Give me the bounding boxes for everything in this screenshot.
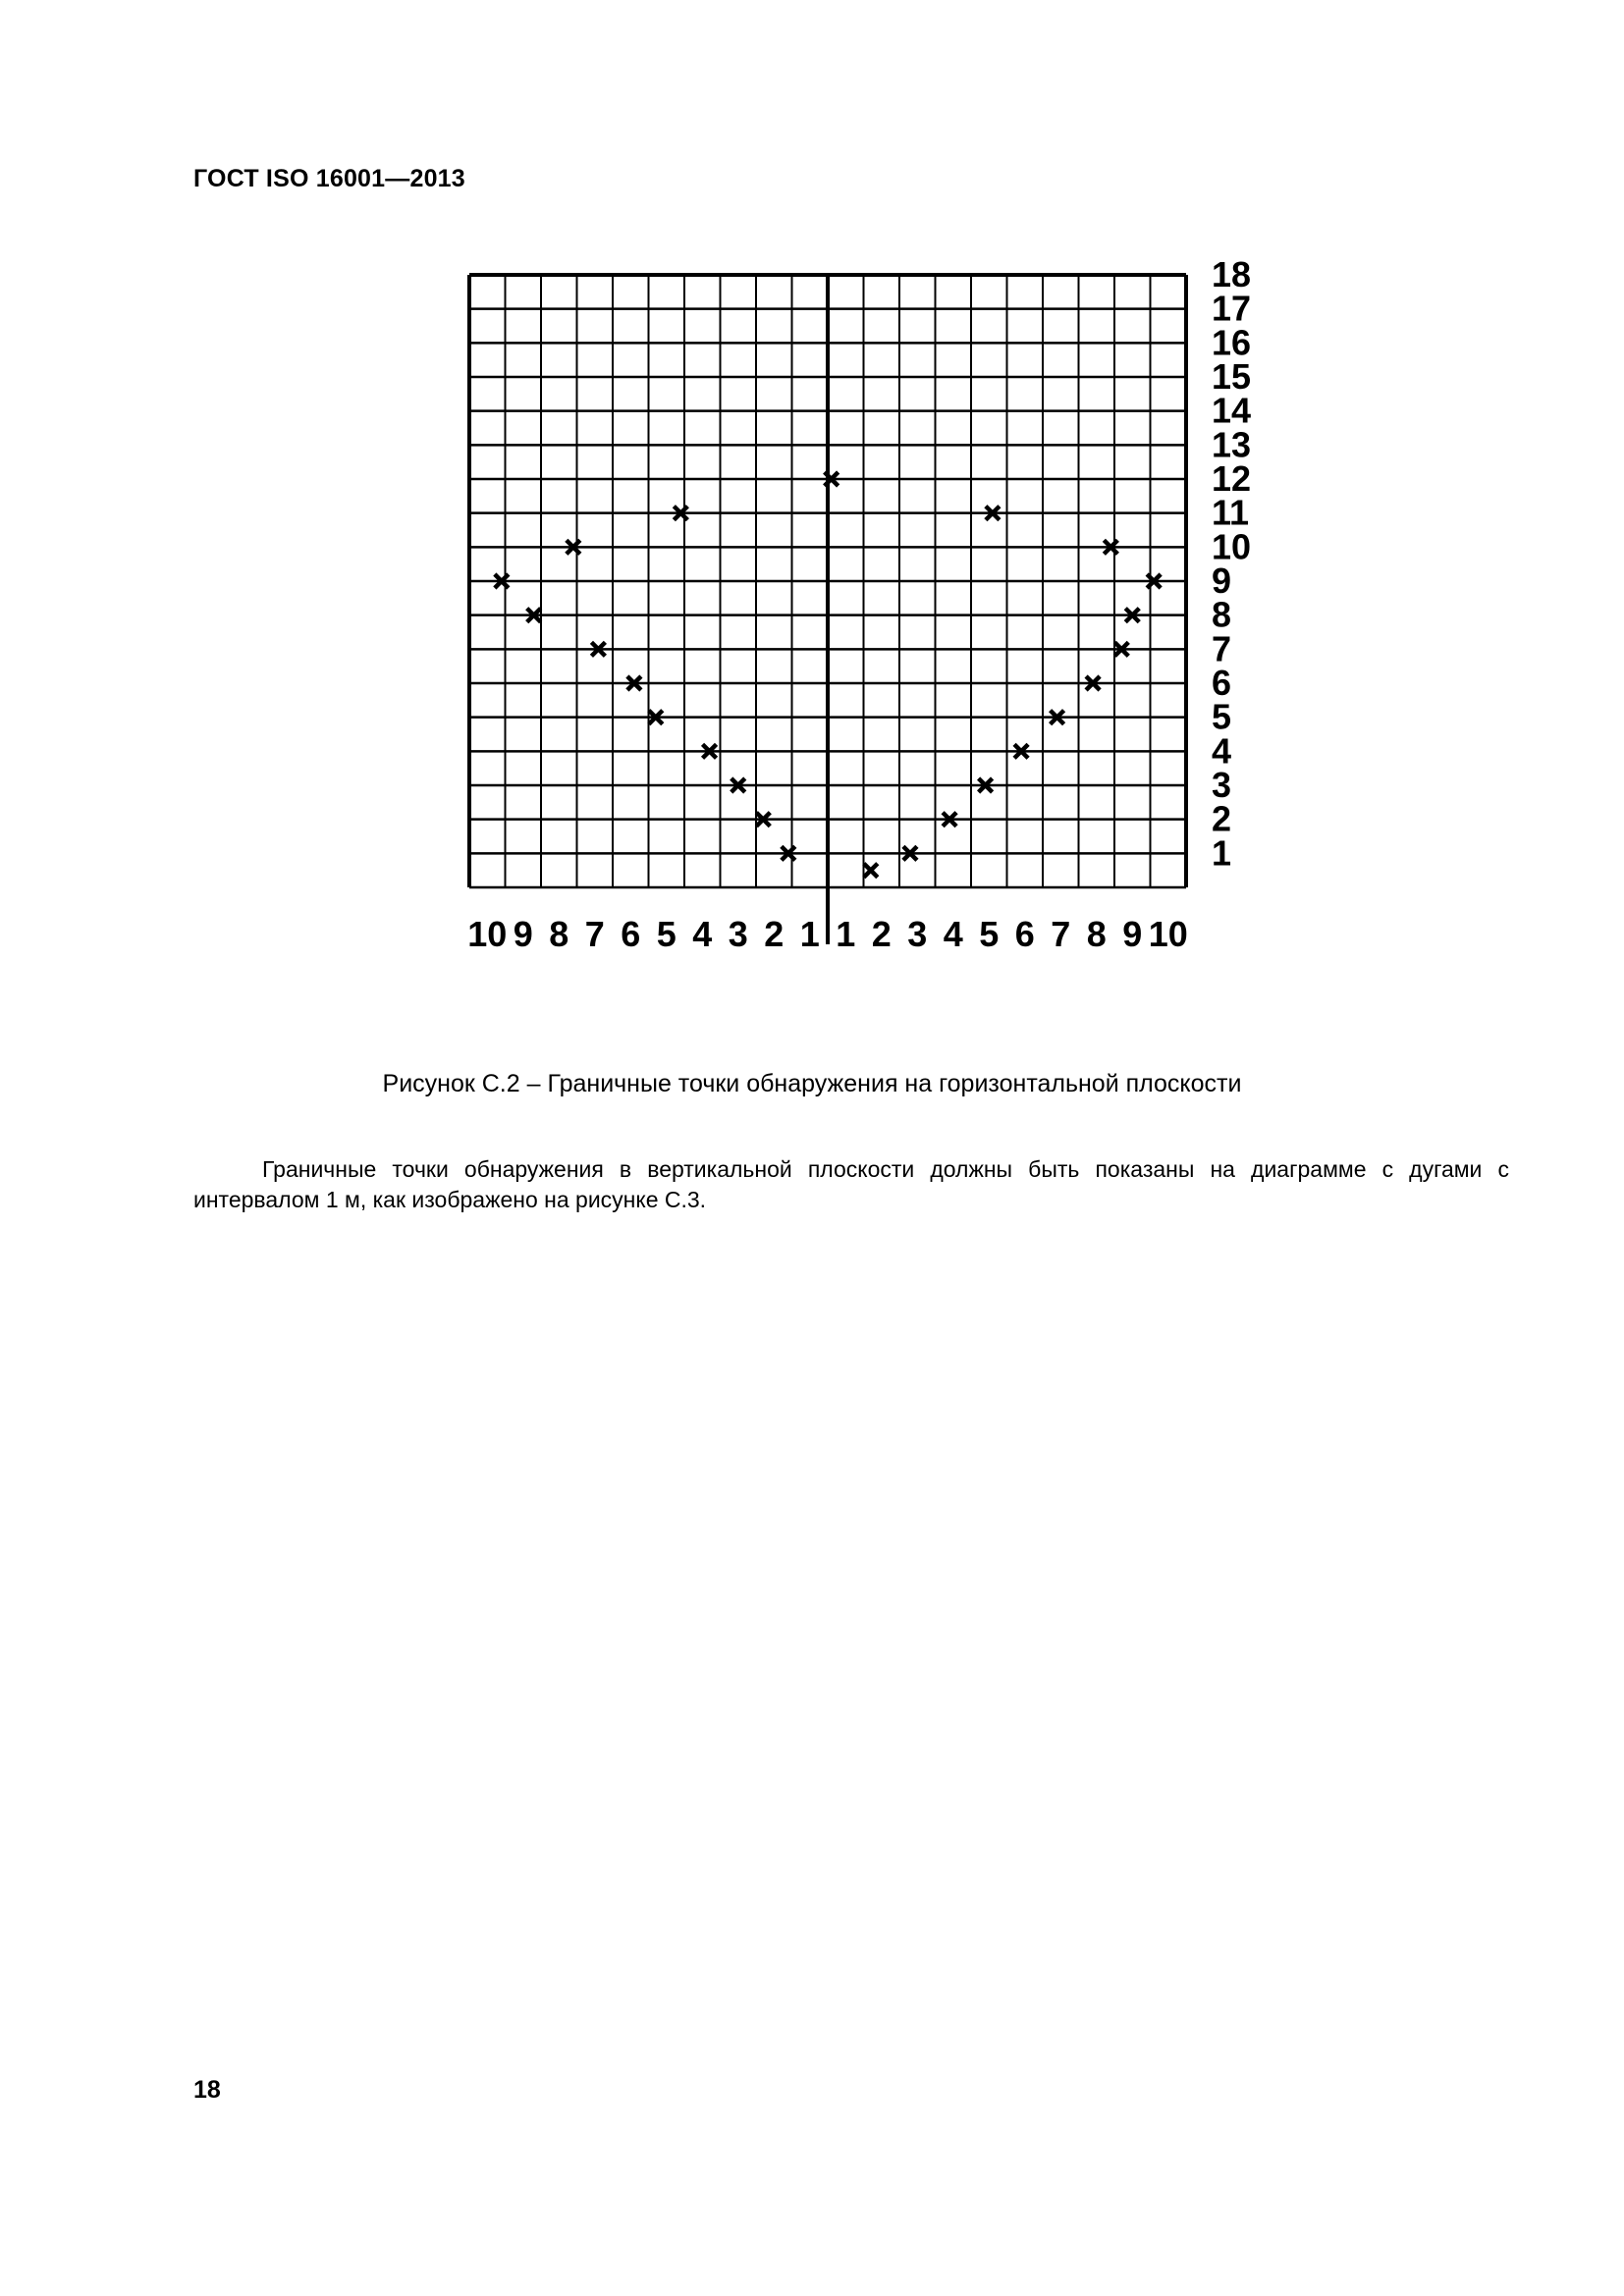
y-tick-label: 3 bbox=[1212, 765, 1232, 805]
y-tick-label: 1 bbox=[1212, 832, 1232, 874]
body-paragraph: Граничные точки обнаружения в вертикальной плоскости должны быть показаны на диаграмме с дугами с интервалом 1 м, как изображено на рисунке С.3. bbox=[193, 1156, 1509, 1212]
chart-svg bbox=[432, 245, 1276, 991]
x-tick-label: 1 bbox=[799, 914, 820, 954]
y-tick-label: 10 bbox=[1212, 526, 1252, 567]
detection-boundary-chart bbox=[432, 245, 1276, 991]
y-tick-label: 6 bbox=[1212, 663, 1232, 703]
x-tick-label: 4 bbox=[943, 914, 963, 954]
figure-caption: Рисунок С.2 – Граничные точки обнаружения на горизонтальной плоскости bbox=[382, 1070, 1242, 1097]
x-tick-label: 10 bbox=[467, 914, 508, 954]
x-tick-label: 8 bbox=[549, 914, 569, 954]
x-tick-label: 2 bbox=[764, 914, 785, 954]
x-tick-label: 7 bbox=[584, 914, 605, 954]
x-tick-label: 5 bbox=[656, 914, 677, 954]
y-tick-label: 7 bbox=[1212, 628, 1232, 669]
x-tick-label: 4 bbox=[692, 914, 713, 954]
x-tick-label: 8 bbox=[1086, 914, 1107, 954]
y-tick-label: 11 bbox=[1212, 492, 1250, 533]
x-tick-label: 6 bbox=[621, 914, 641, 954]
x-tick-label: 5 bbox=[979, 914, 1000, 954]
x-tick-label: 3 bbox=[907, 914, 928, 954]
page-number: 18 bbox=[193, 2076, 221, 2104]
y-tick-label: 9 bbox=[1212, 561, 1232, 601]
y-tick-label: 4 bbox=[1212, 730, 1232, 772]
y-tick-label: 8 bbox=[1212, 594, 1232, 635]
data-point-marker bbox=[864, 864, 878, 878]
chart-grid bbox=[469, 275, 1186, 944]
x-tick-label: 9 bbox=[513, 914, 533, 954]
document-header: ГОСТ ISO 16001—2013 bbox=[193, 165, 465, 192]
y-tick-label: 18 bbox=[1212, 254, 1252, 294]
y-tick-label: 14 bbox=[1212, 390, 1252, 431]
y-tick-label: 5 bbox=[1212, 696, 1232, 737]
y-tick-label: 16 bbox=[1212, 322, 1252, 363]
x-tick-label: 3 bbox=[728, 914, 748, 954]
y-tick-label: 12 bbox=[1212, 458, 1252, 499]
x-tick-label: 7 bbox=[1051, 914, 1071, 954]
x-tick-label: 10 bbox=[1148, 914, 1188, 954]
x-tick-label: 6 bbox=[1014, 914, 1035, 954]
x-tick-label: 1 bbox=[836, 914, 856, 954]
x-tick-label: 2 bbox=[871, 914, 892, 954]
y-tick-label: 15 bbox=[1212, 356, 1252, 397]
y-tick-label: 17 bbox=[1212, 288, 1252, 329]
y-tick-label: 13 bbox=[1212, 424, 1252, 465]
y-axis-tick-labels bbox=[1212, 254, 1251, 873]
y-tick-label: 2 bbox=[1212, 798, 1232, 839]
x-tick-label: 9 bbox=[1122, 914, 1143, 954]
